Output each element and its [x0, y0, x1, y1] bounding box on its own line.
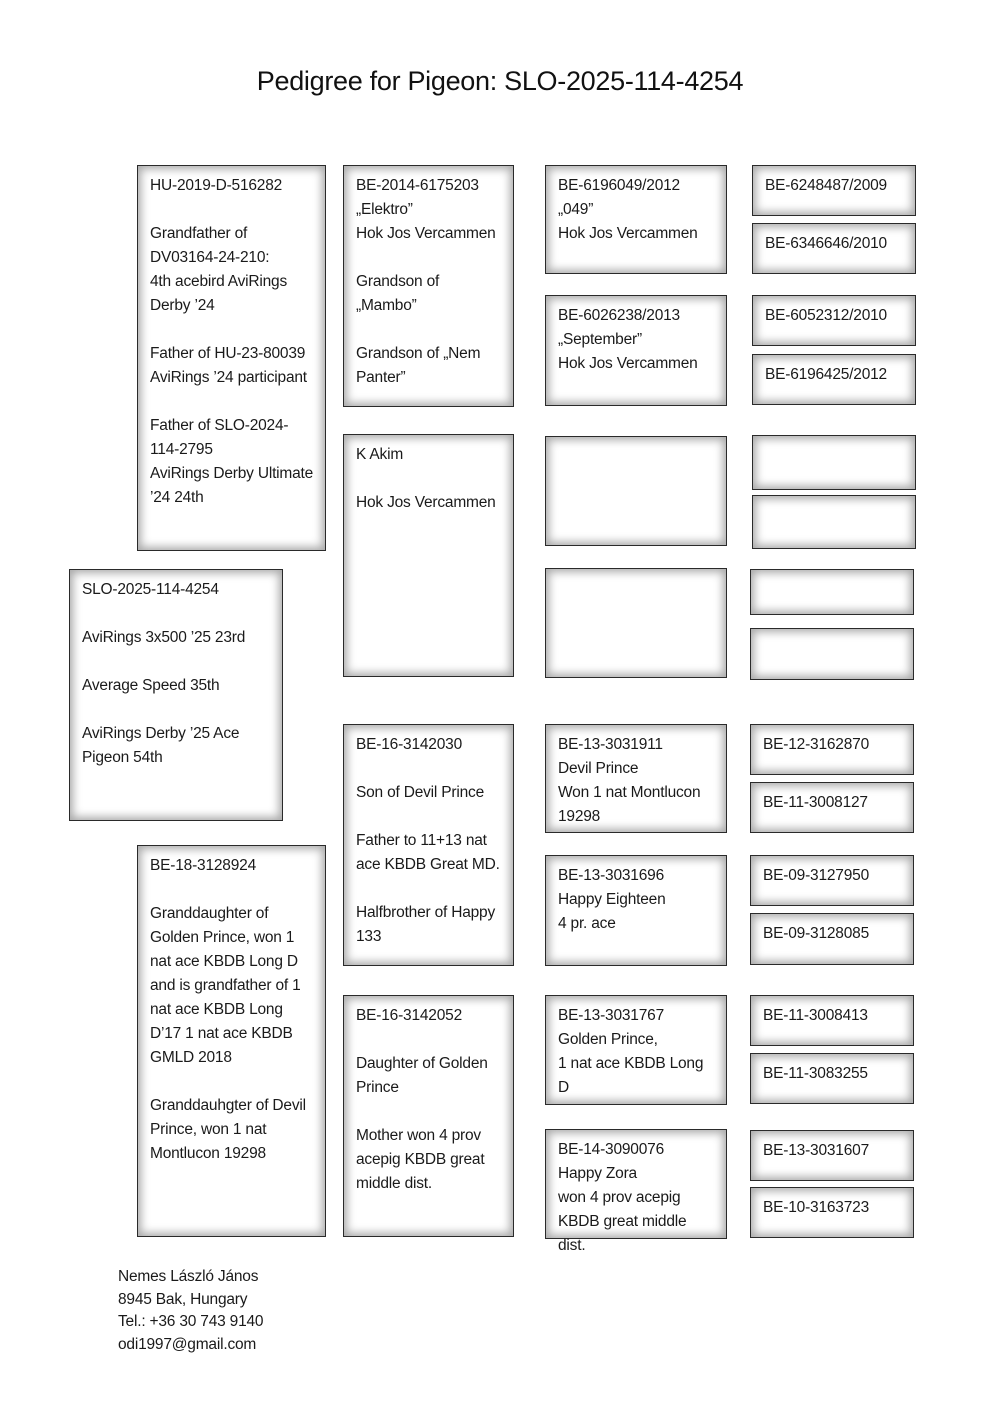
mmf-ring: BE-13-3031767: [558, 1007, 664, 1024]
gen4-box: [752, 165, 916, 216]
gen4-box: [750, 569, 914, 615]
subject-note: AviRings 3x500 ’25 23rd: [82, 629, 246, 646]
gen4-ring: BE-6248487/2009: [765, 177, 887, 194]
mff-note: Won 1 nat Montlucon 19298: [558, 784, 701, 825]
fff-ring: BE-6196049/2012: [558, 177, 680, 194]
subject-note: AviRings Derby ’25 Ace Pigeon 54th: [82, 725, 240, 766]
mff-ring: BE-13-3031911: [558, 736, 663, 753]
subject-note: Average Speed 35th: [82, 677, 220, 694]
gen4-ring: BE-12-3162870: [763, 736, 869, 753]
contact-phone: Tel.: +36 30 743 9140: [118, 1313, 264, 1330]
subject-box: [69, 569, 283, 821]
mf-note: Father to 11+13 nat ace KBDB Great MD.: [356, 832, 500, 873]
mf-ring: BE-16-3142030: [356, 736, 462, 753]
fmm-box: [545, 568, 727, 678]
father-note: Father of SLO-2024-114-2795 AviRings Derby Ultimate ’24 24th: [150, 417, 314, 506]
fff-box: [545, 165, 727, 274]
fmf-box: [545, 436, 727, 546]
fm-note: Hok Jos Vercammen: [356, 494, 496, 511]
mmf-box: [545, 995, 727, 1105]
mmm-note: won 4 prov acepig KBDB great middle dist.: [558, 1189, 687, 1254]
mother-ring: BE-18-3128924: [150, 857, 256, 874]
mmm-ring: BE-14-3090076: [558, 1141, 664, 1158]
mff-name: Devil Prince: [558, 760, 639, 777]
mmm-box: [545, 1129, 727, 1254]
gen4-ring: BE-13-3031607: [763, 1142, 869, 1159]
ffm-name: „September”: [558, 331, 642, 348]
mother-box: [137, 845, 326, 1237]
mm-note: Daughter of Golden Prince: [356, 1055, 488, 1096]
mfm-note: 4 pr. ace: [558, 915, 616, 932]
father-ring: HU-2019-D-516282: [150, 177, 283, 194]
gen4-ring: BE-6196425/2012: [765, 366, 887, 383]
father-note: Grandfather of DV03164-24-210: 4th acebird AviRings Derby ’24: [150, 225, 288, 314]
gen4-box: [752, 495, 916, 549]
gen4-box: [750, 1053, 914, 1104]
gen4-box: [750, 628, 914, 680]
gen4-ring: BE-09-3127950: [763, 867, 869, 884]
ffm-box: [545, 295, 727, 406]
ffm-ring: BE-6026238/2013: [558, 307, 680, 324]
mm-ring: BE-16-3142052: [356, 1007, 462, 1024]
fff-name: „049”: [558, 201, 594, 218]
gen4-box: [750, 724, 914, 775]
ff-info: BE-2014-6175203 „Elektro” Hok Jos Vercammen: [356, 177, 496, 242]
mm-box: [343, 995, 514, 1237]
contact-block: [118, 1266, 263, 1356]
gen4-ring: BE-11-3008413: [763, 1007, 868, 1024]
ff-note: Grandson of „Mambo”: [356, 273, 440, 314]
ffm-breeder: Hok Jos Vercammen: [558, 355, 698, 372]
fff-breeder: Hok Jos Vercammen: [558, 225, 698, 242]
mmm-name: Happy Zora: [558, 1165, 637, 1182]
mf-note: Son of Devil Prince: [356, 784, 485, 801]
gen4-ring: BE-11-3008127: [763, 794, 868, 811]
gen4-box: [750, 995, 914, 1046]
contact-address: 8945 Bak, Hungary: [118, 1290, 248, 1308]
contact-email: odi1997@gmail.com: [118, 1335, 257, 1353]
mfm-ring: BE-13-3031696: [558, 867, 664, 884]
gen4-box: [752, 223, 916, 274]
fm-ring: K Akim: [356, 446, 404, 463]
mfm-box: [545, 855, 727, 966]
gen4-ring: BE-09-3128085: [763, 925, 869, 942]
page-title: Pedigree for Pigeon: SLO-2025-114-4254: [256, 66, 744, 96]
contact-name: Nemes László János: [118, 1268, 259, 1285]
gen4-ring: BE-6346646/2010: [765, 235, 887, 252]
gen4-box: [750, 913, 914, 965]
mfm-name: Happy Eighteen: [558, 891, 666, 908]
gen4-box: [752, 354, 916, 405]
mmf-note: 1 nat ace KBDB Long D: [558, 1055, 704, 1096]
subject-ring: SLO-2025-114-4254: [82, 581, 219, 598]
mff-box: [545, 724, 727, 833]
mf-box: [343, 724, 514, 966]
gen4-box: [750, 1130, 914, 1181]
mm-note: Mother won 4 prov acepig KBDB great middle dist.: [356, 1127, 485, 1192]
gen4-ring: BE-10-3163723: [763, 1199, 869, 1216]
gen4-box: [752, 435, 916, 490]
mf-note: Halfbrother of Happy 133: [356, 904, 496, 945]
gen4-box: [750, 1187, 914, 1238]
mmf-name: Golden Prince,: [558, 1031, 658, 1048]
ff-note: Grandson of „Nem Panter”: [356, 345, 481, 386]
gen4-ring: BE-11-3083255: [763, 1065, 868, 1082]
father-note: Father of HU-23-80039 AviRings ’24 participant: [150, 345, 307, 386]
gen4-box: [750, 782, 914, 833]
mother-note: Granddaughter of Golden Prince, won 1 nat ace KBDB Long D and is grandfather of 1 nat ace KBDB Long D’17 1 nat ace KBDB GMLD 2018: [150, 905, 301, 1066]
ff-box: [343, 165, 514, 407]
fm-box: [343, 434, 514, 677]
mother-note: Granddauhgter of Devil Prince, won 1 nat Montlucon 19298: [150, 1097, 306, 1162]
gen4-ring: BE-6052312/2010: [765, 307, 887, 324]
gen4-box: [752, 295, 916, 346]
gen4-box: [750, 855, 914, 906]
father-box: [137, 165, 326, 551]
